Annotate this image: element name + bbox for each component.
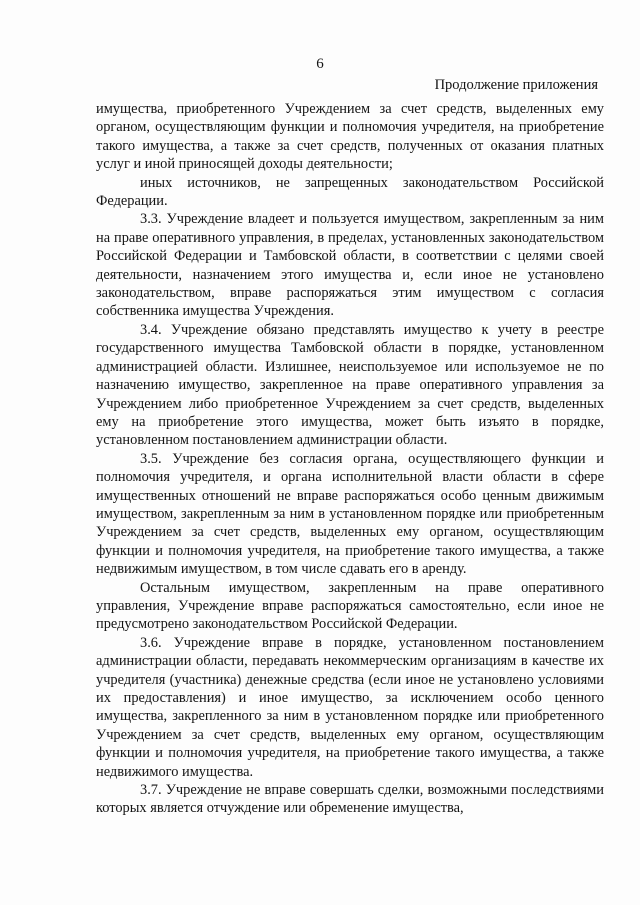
paragraph-section-3-3: 3.3. Учреждение владеет и пользуется имуществом, закрепленным за ним на праве оперативного управления, в пределах, установленных законодательством Российской Федерации и Тамбовской области, в соответствии с целями своей деятельности, назначением этого имущества и, если иное не установлено законодательством, вправе распоряжаться этим имуществом с согласия собственника имущества Учреждения. — [96, 211, 604, 320]
page-number: 6 — [316, 56, 324, 72]
paragraph-section-3-4: 3.4. Учреждение обязано представлять имущество к учету в реестре государственного имущества Тамбовской области в порядке, установленном администрацией области. Излишнее, неиспользуемое или используемое не по назначению имущество, закрепленное на праве оперативного управления за Учреждением либо приобретенное Учреждением за счет средств, выделенных ему на приобретение этого имущества, может быть изъято в порядке, установленном постановлением администрации области. — [96, 321, 604, 449]
paragraph-property-sources-continued: имущества, приобретенного Учреждением за счет средств, выделенных ему органом, осуществляющим функции и полномочия учредителя, на приобретение такого имущества, а также за счет средств, полученных от оказания платных услуг и иной приносящей доходы деятельности; — [96, 101, 604, 173]
appendix-continuation-note: Продолжение приложения — [434, 77, 598, 93]
paragraph-other-sources: иных источников, не запрещенных законодательством Российской Федерации. — [96, 174, 604, 210]
paragraph-section-3-5: 3.5. Учреждение без согласия органа, осуществляющего функции и полномочия учредителя, и органа исполнительной власти области в сфере имущественных отношений не вправе распоряжаться особо ценным движимым имуществом, закрепленным за ним в установленном порядке или приобретенным Учреждением за счет средств, выделенных ему органом, осуществляющим функции и полномочия учредителя, на приобретение такого имущества, а также недвижимым имуществом, в том числе сдавать его в аренду. — [96, 450, 604, 578]
paragraph-section-3-6: 3.6. Учреждение вправе в порядке, установленном постановлением администрации области, передавать некоммерческим организациям в качестве их учредителя (участника) денежные средства (если иное не установлено условиями их предоставления) и иное имущество, за исключением особо ценного имущества, закрепленного за ним в установленном порядке или приобретенного Учреждением за счет средств, выделенных ему органом, осуществляющим функции и полномочия учредителя, на приобретение такого имущества, а также недвижимого имущества. — [96, 634, 604, 780]
document-body — [96, 100, 604, 818]
paragraph-section-3-7: 3.7. Учреждение не вправе совершать сделки, возможными последствиями которых является отчуждение или обременение имущества, — [96, 782, 604, 817]
paragraph-other-property: Остальным имуществом, закрепленным на праве оперативного управления, Учреждение вправе распоряжаться самостоятельно, если иное не предусмотрено законодательством Российской Федерации. — [96, 579, 604, 633]
